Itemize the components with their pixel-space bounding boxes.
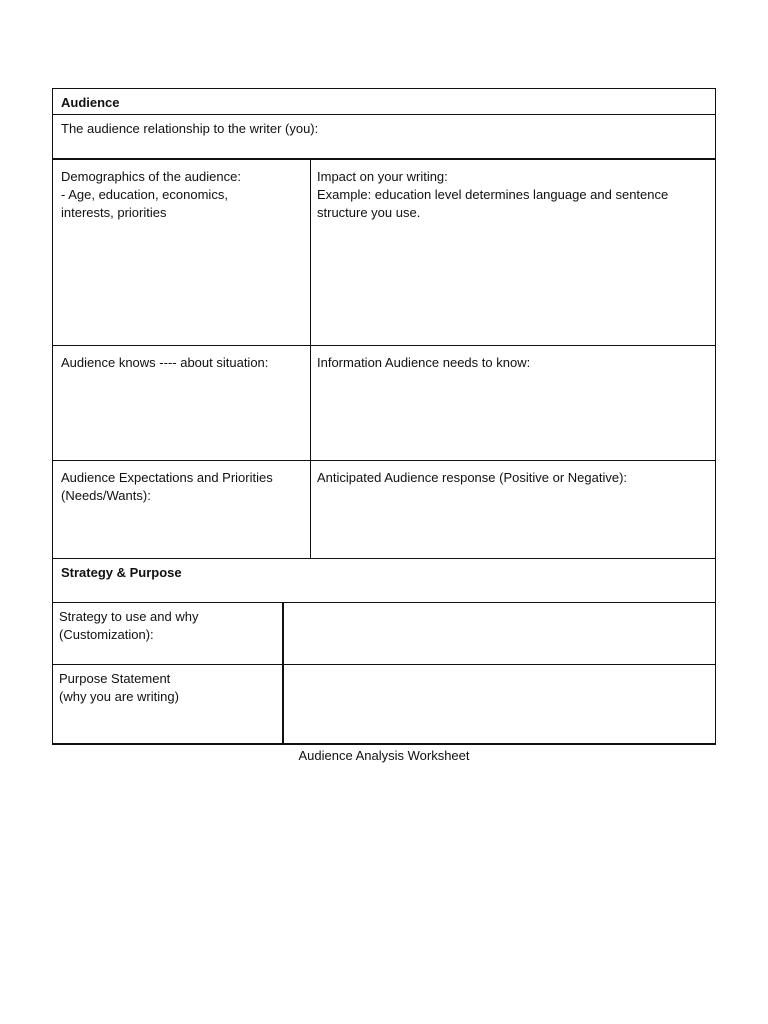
strategy-heading-row: [52, 559, 716, 603]
knows-cell: [53, 346, 310, 460]
demographics-detail-2: interests, priorities: [61, 205, 167, 220]
response-label: Anticipated Audience response (Positive or Negative):: [317, 470, 628, 485]
audience-heading: Audience: [61, 95, 120, 110]
strategy-detail: (Customization):: [59, 627, 154, 642]
knows-label: Audience knows ---- about situation:: [61, 355, 269, 370]
strategy-answer-cell: [284, 603, 715, 664]
relationship-label: The audience relationship to the writer (you):: [61, 121, 319, 136]
audience-analysis-worksheet: [52, 88, 716, 745]
purpose-answer-cell: [284, 665, 715, 743]
demographics-detail-1: - Age, education, economics,: [61, 187, 228, 202]
impact-title: Impact on your writing:: [317, 169, 448, 184]
demographics-title: Demographics of the audience:: [61, 169, 241, 184]
expectations-row: [52, 461, 716, 559]
purpose-detail: (why you are writing): [59, 689, 179, 704]
impact-cell: [311, 160, 715, 345]
strategy-heading: Strategy & Purpose: [61, 565, 182, 580]
expectations-detail: (Needs/Wants):: [61, 488, 151, 503]
impact-example-2: structure you use.: [317, 205, 421, 220]
demographics-row: [52, 160, 716, 346]
purpose-row: [52, 665, 716, 745]
purpose-cell: [53, 665, 282, 743]
knowledge-row: [52, 346, 716, 461]
strategy-title: Strategy to use and why: [59, 609, 199, 624]
response-cell: [311, 461, 715, 558]
demographics-cell: [53, 160, 310, 345]
needs-label: Information Audience needs to know:: [317, 355, 531, 370]
needs-cell: [311, 346, 715, 460]
strategy-cell: [53, 603, 282, 664]
strategy-row: [52, 603, 716, 665]
purpose-title: Purpose Statement: [59, 671, 171, 686]
relationship-row: [52, 115, 716, 160]
audience-heading-row: [52, 88, 716, 115]
expectations-cell: [53, 461, 310, 558]
expectations-title: Audience Expectations and Priorities: [61, 470, 273, 485]
impact-example-1: Example: education level determines language and sentence: [317, 187, 669, 202]
worksheet-caption: Audience Analysis Worksheet: [298, 748, 470, 763]
